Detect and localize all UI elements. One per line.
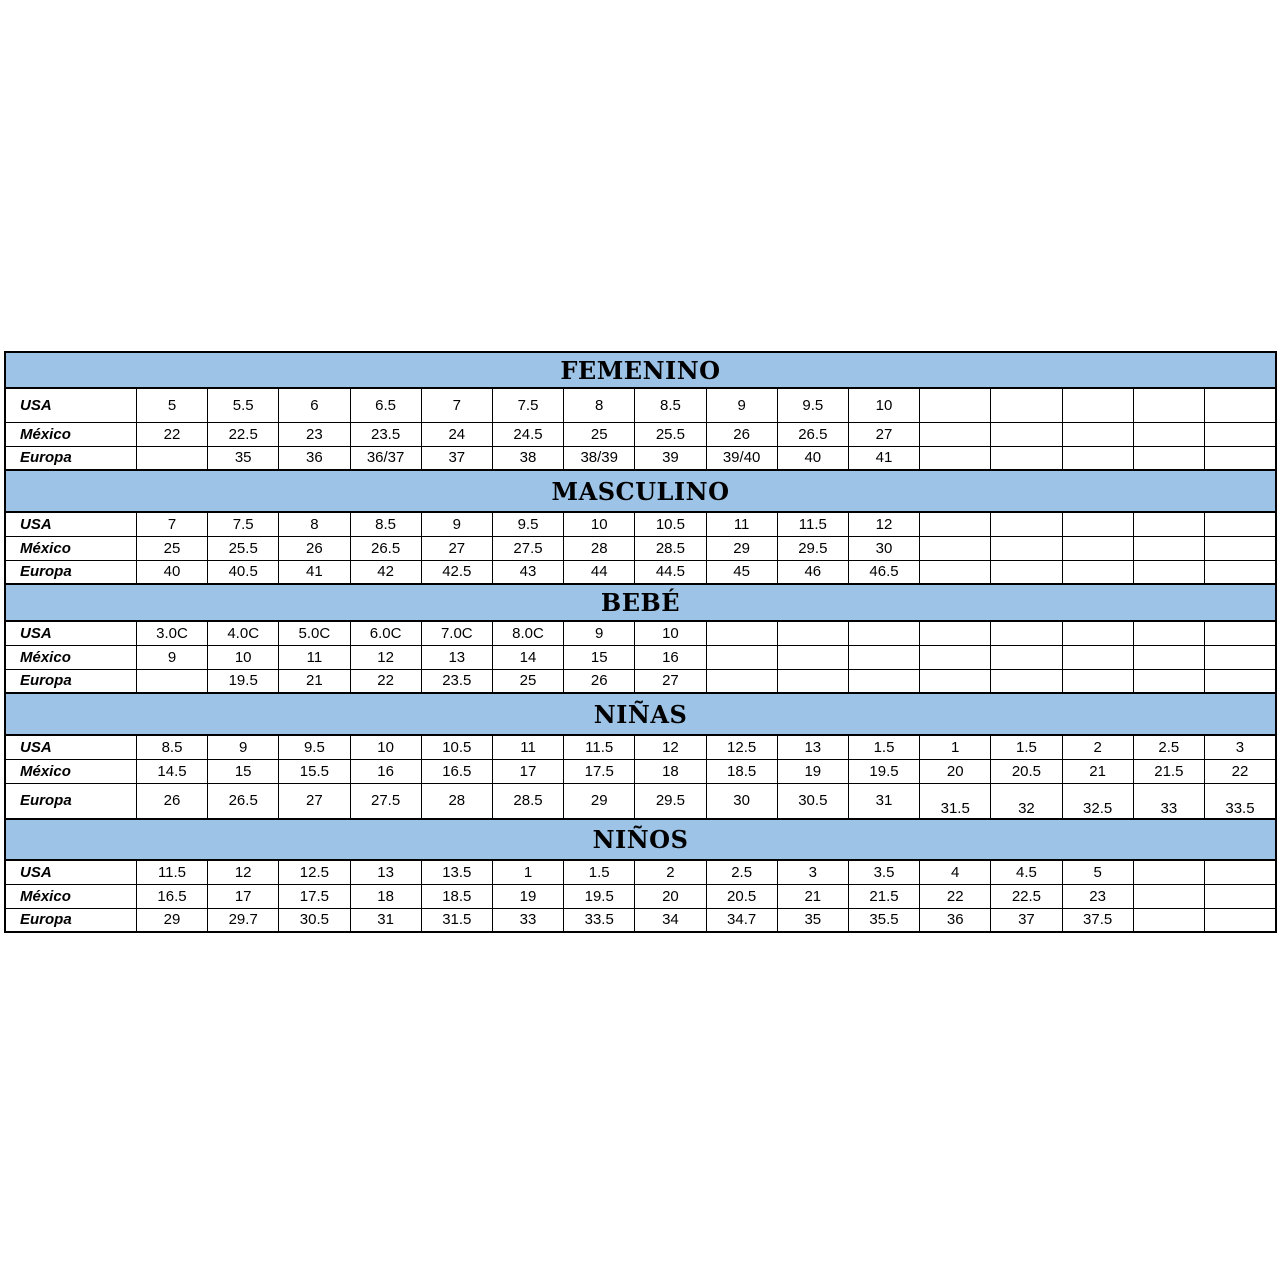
size-cell xyxy=(920,388,991,422)
size-cell xyxy=(1133,512,1204,536)
size-cell: 7 xyxy=(421,388,492,422)
size-cell xyxy=(1062,446,1133,470)
size-cell: 4 xyxy=(920,860,991,884)
size-cell: 2.5 xyxy=(706,860,777,884)
table-row xyxy=(5,908,1276,932)
size-cell: 11 xyxy=(706,512,777,536)
size-cell: 10.5 xyxy=(421,735,492,759)
size-cell: 8.5 xyxy=(635,388,706,422)
size-cell: 22.5 xyxy=(991,884,1062,908)
size-cell: 35.5 xyxy=(848,908,919,932)
size-cell xyxy=(777,669,848,693)
section-header-row xyxy=(5,819,1276,860)
table-row xyxy=(5,446,1276,470)
size-cell: 42.5 xyxy=(421,560,492,584)
size-cell: 29.5 xyxy=(635,783,706,819)
size-cell: 18.5 xyxy=(706,759,777,783)
section-header-row xyxy=(5,470,1276,512)
size-cell: 23.5 xyxy=(421,669,492,693)
size-cell: 10 xyxy=(848,388,919,422)
size-cell: 8.5 xyxy=(136,735,207,759)
size-cell: 16.5 xyxy=(421,759,492,783)
size-cell: 26 xyxy=(136,783,207,819)
section-header-row xyxy=(5,584,1276,621)
size-cell: 16 xyxy=(635,645,706,669)
size-cell: 12.5 xyxy=(706,735,777,759)
size-cell: 31 xyxy=(350,908,421,932)
section-title: MASCULINO xyxy=(5,470,1276,512)
size-cell xyxy=(706,645,777,669)
size-cell: 43 xyxy=(492,560,563,584)
size-cell xyxy=(1204,645,1276,669)
size-cell xyxy=(920,446,991,470)
size-cell xyxy=(1133,621,1204,645)
size-cell xyxy=(1133,388,1204,422)
size-cell: 35 xyxy=(208,446,279,470)
size-cell xyxy=(991,621,1062,645)
size-cell xyxy=(1133,884,1204,908)
size-cell: 27 xyxy=(421,536,492,560)
size-cell: 15 xyxy=(564,645,635,669)
size-cell: 25.5 xyxy=(208,536,279,560)
size-cell: 37.5 xyxy=(1062,908,1133,932)
size-cell: 27.5 xyxy=(492,536,563,560)
size-cell xyxy=(1204,884,1276,908)
size-cell: 17 xyxy=(492,759,563,783)
size-cell xyxy=(136,669,207,693)
size-cell: 13 xyxy=(777,735,848,759)
table-row xyxy=(5,783,1276,819)
size-cell: 1.5 xyxy=(991,735,1062,759)
size-cell xyxy=(706,669,777,693)
size-cell: 23.5 xyxy=(350,422,421,446)
row-label: USA xyxy=(5,735,136,759)
size-cell xyxy=(991,645,1062,669)
size-cell: 9 xyxy=(564,621,635,645)
row-label: México xyxy=(5,759,136,783)
size-cell: 14.5 xyxy=(136,759,207,783)
size-cell: 17.5 xyxy=(564,759,635,783)
size-cell xyxy=(1133,860,1204,884)
size-cell: 6 xyxy=(279,388,350,422)
size-cell: 17 xyxy=(208,884,279,908)
size-cell: 14 xyxy=(492,645,563,669)
size-cell: 33.5 xyxy=(564,908,635,932)
size-cell xyxy=(991,512,1062,536)
size-cell: 28.5 xyxy=(635,536,706,560)
size-cell: 45 xyxy=(706,560,777,584)
size-cell: 22 xyxy=(920,884,991,908)
size-cell xyxy=(1062,512,1133,536)
size-cell: 41 xyxy=(848,446,919,470)
size-cell: 39 xyxy=(635,446,706,470)
size-cell: 18 xyxy=(350,884,421,908)
size-cell: 36 xyxy=(920,908,991,932)
size-cell xyxy=(920,536,991,560)
row-label: México xyxy=(5,884,136,908)
size-cell xyxy=(777,621,848,645)
size-cell: 44 xyxy=(564,560,635,584)
size-cell xyxy=(1133,536,1204,560)
size-cell: 2.5 xyxy=(1133,735,1204,759)
size-cell: 25 xyxy=(564,422,635,446)
size-cell: 40 xyxy=(136,560,207,584)
size-cell: 13.5 xyxy=(421,860,492,884)
table-row xyxy=(5,388,1276,422)
row-label: Europa xyxy=(5,669,136,693)
size-cell: 5.5 xyxy=(208,388,279,422)
size-cell: 3 xyxy=(777,860,848,884)
size-cell: 34 xyxy=(635,908,706,932)
size-cell: 4.0C xyxy=(208,621,279,645)
row-label: Europa xyxy=(5,560,136,584)
size-cell xyxy=(1062,621,1133,645)
size-cell: 24 xyxy=(421,422,492,446)
size-cell: 20 xyxy=(635,884,706,908)
size-cell xyxy=(1204,536,1276,560)
size-cell xyxy=(1062,560,1133,584)
size-cell: 30.5 xyxy=(777,783,848,819)
row-label: USA xyxy=(5,388,136,422)
size-cell xyxy=(991,422,1062,446)
size-cell: 22.5 xyxy=(208,422,279,446)
row-label: Europa xyxy=(5,908,136,932)
size-cell: 10 xyxy=(350,735,421,759)
size-cell: 42 xyxy=(350,560,421,584)
size-cell xyxy=(991,560,1062,584)
size-cell: 11 xyxy=(279,645,350,669)
size-cell: 12 xyxy=(848,512,919,536)
size-cell: 6.5 xyxy=(350,388,421,422)
size-cell: 15 xyxy=(208,759,279,783)
size-cell: 30.5 xyxy=(279,908,350,932)
size-cell: 26 xyxy=(564,669,635,693)
size-cell xyxy=(1062,669,1133,693)
size-cell xyxy=(1204,512,1276,536)
size-cell: 29.5 xyxy=(777,536,848,560)
size-cell xyxy=(1204,860,1276,884)
size-cell: 9.5 xyxy=(777,388,848,422)
size-cell: 46 xyxy=(777,560,848,584)
row-label: Europa xyxy=(5,783,136,819)
row-label: México xyxy=(5,645,136,669)
size-cell xyxy=(920,512,991,536)
size-cell: 30 xyxy=(706,783,777,819)
size-cell: 21.5 xyxy=(1133,759,1204,783)
table-row xyxy=(5,645,1276,669)
size-cell: 23 xyxy=(1062,884,1133,908)
size-cell xyxy=(848,645,919,669)
size-cell: 21 xyxy=(777,884,848,908)
size-cell: 22 xyxy=(1204,759,1276,783)
section-title: NIÑOS xyxy=(5,819,1276,860)
size-cell: 25 xyxy=(492,669,563,693)
size-cell xyxy=(1133,908,1204,932)
row-label: USA xyxy=(5,860,136,884)
size-cell: 27 xyxy=(279,783,350,819)
table-row xyxy=(5,669,1276,693)
size-cell xyxy=(1133,560,1204,584)
size-cell: 28 xyxy=(421,783,492,819)
size-cell xyxy=(1062,645,1133,669)
size-cell: 31.5 xyxy=(920,783,991,819)
size-cell: 19.5 xyxy=(848,759,919,783)
row-label: Europa xyxy=(5,446,136,470)
section-title: BEBÉ xyxy=(5,584,1276,621)
size-cell: 21.5 xyxy=(848,884,919,908)
size-cell: 40 xyxy=(777,446,848,470)
size-cell: 23 xyxy=(279,422,350,446)
size-cell: 8.0C xyxy=(492,621,563,645)
size-cell: 12.5 xyxy=(279,860,350,884)
size-cell: 34.7 xyxy=(706,908,777,932)
size-cell: 25.5 xyxy=(635,422,706,446)
size-cell: 22 xyxy=(136,422,207,446)
size-cell xyxy=(1204,388,1276,422)
size-cell: 33 xyxy=(1133,783,1204,819)
size-cell: 15.5 xyxy=(279,759,350,783)
size-cell: 46.5 xyxy=(848,560,919,584)
size-cell: 4.5 xyxy=(991,860,1062,884)
size-cell: 26.5 xyxy=(777,422,848,446)
size-cell: 19.5 xyxy=(208,669,279,693)
row-label: México xyxy=(5,536,136,560)
size-cell: 26.5 xyxy=(350,536,421,560)
table-row xyxy=(5,621,1276,645)
size-cell: 20.5 xyxy=(991,759,1062,783)
size-cell xyxy=(991,536,1062,560)
size-cell: 37 xyxy=(991,908,1062,932)
size-cell: 11 xyxy=(492,735,563,759)
section-title: FEMENINO xyxy=(5,352,1276,388)
size-cell: 7.5 xyxy=(492,388,563,422)
size-cell: 38 xyxy=(492,446,563,470)
size-cell: 36/37 xyxy=(350,446,421,470)
size-cell xyxy=(920,560,991,584)
size-cell xyxy=(1204,908,1276,932)
size-cell: 8.5 xyxy=(350,512,421,536)
size-cell: 9 xyxy=(421,512,492,536)
size-cell: 20.5 xyxy=(706,884,777,908)
size-cell: 19.5 xyxy=(564,884,635,908)
size-cell xyxy=(991,388,1062,422)
size-cell xyxy=(848,669,919,693)
size-cell: 29.7 xyxy=(208,908,279,932)
size-cell: 21 xyxy=(279,669,350,693)
size-cell: 41 xyxy=(279,560,350,584)
size-cell: 11.5 xyxy=(564,735,635,759)
section-header-row xyxy=(5,352,1276,388)
table-row xyxy=(5,560,1276,584)
size-cell: 11.5 xyxy=(136,860,207,884)
size-cell: 10 xyxy=(208,645,279,669)
size-cell xyxy=(1204,621,1276,645)
size-cell: 13 xyxy=(421,645,492,669)
size-cell: 8 xyxy=(279,512,350,536)
row-label: USA xyxy=(5,512,136,536)
row-label: México xyxy=(5,422,136,446)
size-cell: 27 xyxy=(848,422,919,446)
size-cell xyxy=(920,422,991,446)
size-cell: 3 xyxy=(1204,735,1276,759)
size-chart-table xyxy=(4,351,1277,933)
size-cell: 5 xyxy=(1062,860,1133,884)
size-cell: 10 xyxy=(564,512,635,536)
table-row xyxy=(5,512,1276,536)
size-cell: 25 xyxy=(136,536,207,560)
size-cell: 7.0C xyxy=(421,621,492,645)
size-cell: 31.5 xyxy=(421,908,492,932)
size-cell: 44.5 xyxy=(635,560,706,584)
size-cell: 10 xyxy=(635,621,706,645)
size-cell: 9 xyxy=(208,735,279,759)
size-cell: 31 xyxy=(848,783,919,819)
size-cell: 13 xyxy=(350,860,421,884)
size-cell: 32.5 xyxy=(1062,783,1133,819)
size-cell: 18.5 xyxy=(421,884,492,908)
size-cell: 16.5 xyxy=(136,884,207,908)
size-cell: 29 xyxy=(564,783,635,819)
table-row xyxy=(5,735,1276,759)
table-row xyxy=(5,422,1276,446)
size-cell: 32 xyxy=(991,783,1062,819)
size-cell: 6.0C xyxy=(350,621,421,645)
size-cell xyxy=(1062,422,1133,446)
size-cell: 27 xyxy=(635,669,706,693)
size-cell: 29 xyxy=(706,536,777,560)
size-cell: 2 xyxy=(635,860,706,884)
size-cell xyxy=(1062,388,1133,422)
table-row xyxy=(5,884,1276,908)
table-row xyxy=(5,759,1276,783)
size-cell: 28 xyxy=(564,536,635,560)
size-cell: 39/40 xyxy=(706,446,777,470)
size-cell: 36 xyxy=(279,446,350,470)
size-cell: 38/39 xyxy=(564,446,635,470)
size-cell: 26 xyxy=(279,536,350,560)
size-cell: 9 xyxy=(706,388,777,422)
size-cell: 3.5 xyxy=(848,860,919,884)
size-cell: 29 xyxy=(136,908,207,932)
size-cell xyxy=(777,645,848,669)
size-cell xyxy=(1133,422,1204,446)
size-cell xyxy=(706,621,777,645)
size-cell: 24.5 xyxy=(492,422,563,446)
size-cell: 7.5 xyxy=(208,512,279,536)
size-cell: 28.5 xyxy=(492,783,563,819)
size-cell: 33.5 xyxy=(1204,783,1276,819)
size-cell xyxy=(920,621,991,645)
size-cell: 12 xyxy=(350,645,421,669)
size-cell: 10.5 xyxy=(635,512,706,536)
size-cell: 1.5 xyxy=(848,735,919,759)
size-cell xyxy=(1204,422,1276,446)
size-cell: 2 xyxy=(1062,735,1133,759)
size-cell: 9 xyxy=(136,645,207,669)
size-cell: 17.5 xyxy=(279,884,350,908)
size-cell: 19 xyxy=(492,884,563,908)
size-cell: 5 xyxy=(136,388,207,422)
size-cell xyxy=(1133,446,1204,470)
size-cell: 7 xyxy=(136,512,207,536)
size-cell: 35 xyxy=(777,908,848,932)
size-cell: 9.5 xyxy=(279,735,350,759)
size-cell xyxy=(1133,645,1204,669)
size-cell: 21 xyxy=(1062,759,1133,783)
size-cell: 27.5 xyxy=(350,783,421,819)
size-cell: 1 xyxy=(492,860,563,884)
table-row xyxy=(5,536,1276,560)
size-cell xyxy=(848,621,919,645)
size-cell: 26 xyxy=(706,422,777,446)
size-cell xyxy=(1204,560,1276,584)
size-cell xyxy=(991,446,1062,470)
size-cell xyxy=(1062,536,1133,560)
size-cell: 8 xyxy=(564,388,635,422)
size-cell: 26.5 xyxy=(208,783,279,819)
size-cell: 22 xyxy=(350,669,421,693)
size-cell: 5.0C xyxy=(279,621,350,645)
size-cell xyxy=(920,645,991,669)
size-cell: 18 xyxy=(635,759,706,783)
size-cell xyxy=(991,669,1062,693)
size-cell: 12 xyxy=(635,735,706,759)
size-cell xyxy=(136,446,207,470)
row-label: USA xyxy=(5,621,136,645)
section-header-row xyxy=(5,693,1276,735)
size-cell: 1 xyxy=(920,735,991,759)
size-cell: 9.5 xyxy=(492,512,563,536)
size-cell: 19 xyxy=(777,759,848,783)
size-cell: 37 xyxy=(421,446,492,470)
size-cell: 3.0C xyxy=(136,621,207,645)
section-title: NIÑAS xyxy=(5,693,1276,735)
size-cell xyxy=(1204,446,1276,470)
size-cell: 20 xyxy=(920,759,991,783)
size-cell: 33 xyxy=(492,908,563,932)
size-cell: 11.5 xyxy=(777,512,848,536)
size-cell xyxy=(1133,669,1204,693)
size-cell: 16 xyxy=(350,759,421,783)
size-cell: 12 xyxy=(208,860,279,884)
size-cell xyxy=(920,669,991,693)
size-cell: 30 xyxy=(848,536,919,560)
size-cell: 40.5 xyxy=(208,560,279,584)
size-cell: 1.5 xyxy=(564,860,635,884)
table-row xyxy=(5,860,1276,884)
size-cell xyxy=(1204,669,1276,693)
